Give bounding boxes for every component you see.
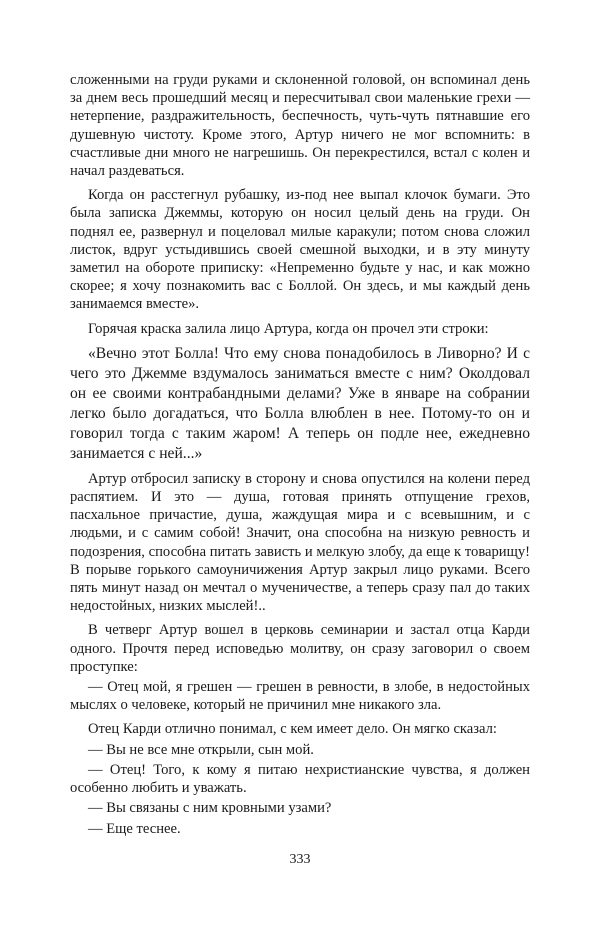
dialogue-line: — Отец мой, я грешен — грешен в ревности, в злобе, в недостойных мыслях о человеке, который не причинил мне никакого зла. [70,679,530,714]
paragraph: Горячая краска залила лицо Артура, когда он прочел эти строки: [88,320,489,337]
quoted-letter: «Вечно этот Болла! Что ему снова понадобилось в Ливорно? И с чего это Джемме вздумалось заниматься вместе с ним? Околдовал он ее своими контрабандными делами? Уже в январе на собрании легко было догадаться, что Болла влюблен в нее. Потому-то он и говорил тогда с таким жаром! А теперь он подле нее, ежедневно занимается с ней...» [70,344,530,462]
dialogue-line: — Вы связаны с ним кровными узами? [88,800,332,817]
paragraph: В четверг Артур вошел в церковь семинарии и застал отца Карди одного. Прочтя перед исповедью молитву, он сразу заговорил о своем проступке: [70,622,530,675]
paragraph: Отец Карди отлично понимал, с кем имеет дело. Он мягко сказал: [88,721,497,738]
dialogue-line: — Еще теснее. [88,820,181,837]
dialogue-line: — Вы не все мне открыли, сын мой. [88,741,314,758]
paragraph: Артур отбросил записку в сторону и снова опустился на колени перед распятием. И это — душа, готовая принять отпущение грехов, пасхальное причастие, душа, жаждущая мира и с всевышним, и с людьми, и с самим собой! Значит, она способна на низкую ревность и подозрения, способна питать зависть и мелкую злобу, да еще к товарищу! В порыве горького самоуничижения Артур закрыл лицо руками. Всего пять минут назад он мечтал о мученичестве, а теперь сразу пал до таких недостойных, низких мыслей!.. [70,470,530,615]
page-body [70,71,530,838]
paragraph: сложенными на груди руками и склоненной головой, он вспоминал день за днем весь прошедший месяц и пересчитывал свои маленькие грехи — нетерпение, раздражительность, беспечность, чуть-чуть пятнавшие его душевную чистоту. Кроме этого, Артур ничего не мог вспомнить: в счастливые дни много не нагрешишь. Он перекрестился, встал с колен и начал раздеваться. [70,72,530,180]
paragraph: Когда он расстегнул рубашку, из-под нее выпал клочок бумаги. Это была записка Джеммы, которую он носил целый день на груди. Он поднял ее, развернул и поцеловал милые каракули; потом снова сложил листок, вдруг устыдившись своей смешной выходки, и в эту минуту заметил на обороте приписку: «Непременно будьте у нас, и как можно скорее; я хочу познакомить вас с Боллой. Он здесь, и мы каждый день занимаемся вместе». [70,187,530,313]
dialogue-line: — Отец! Того, к кому я питаю нехристианские чувства, я должен особенно любить и уважать. [70,761,530,797]
page-number: 333 [289,852,311,867]
